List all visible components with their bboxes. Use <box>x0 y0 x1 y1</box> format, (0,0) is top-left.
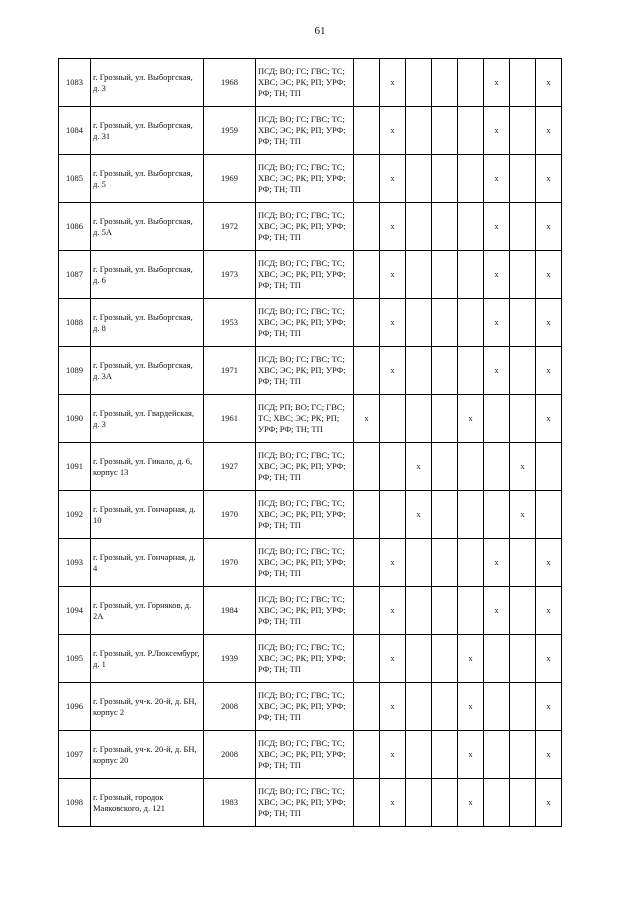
mark-cell <box>354 251 380 299</box>
table-row <box>59 683 562 731</box>
mark-cell: х <box>484 59 510 107</box>
year-cell: 1939 <box>204 635 256 683</box>
table-row <box>59 251 562 299</box>
year-cell: 1984 <box>204 587 256 635</box>
mark-cell <box>432 395 458 443</box>
systems-cell: ПСД; ВО; ГС; ГВС; ТС; ХВС; ЭС; РК; РП; УРФ; РФ; ТН; ТП <box>256 59 354 107</box>
year-cell: 1983 <box>204 779 256 827</box>
mark-cell <box>484 683 510 731</box>
mark-cell: х <box>484 107 510 155</box>
mark-cell <box>484 635 510 683</box>
mark-cell: х <box>536 251 562 299</box>
year-cell: 1970 <box>204 491 256 539</box>
row-number-cell: 1095 <box>59 635 91 683</box>
table-row <box>59 635 562 683</box>
mark-cell: х <box>510 443 536 491</box>
mark-cell <box>406 635 432 683</box>
mark-cell: х <box>484 299 510 347</box>
mark-cell: х <box>536 539 562 587</box>
year-cell: 1970 <box>204 539 256 587</box>
address-cell: г. Грозный, ул. Выборгская, д. 6 <box>91 251 204 299</box>
table-row <box>59 587 562 635</box>
systems-cell: ПСД; ВО; ГС; ГВС; ТС; ХВС; ЭС; РК; РП; УРФ; РФ; ТН; ТП <box>256 539 354 587</box>
mark-cell <box>432 491 458 539</box>
mark-cell: х <box>536 779 562 827</box>
mark-cell: х <box>406 443 432 491</box>
mark-cell <box>354 491 380 539</box>
systems-cell: ПСД; ВО; ГС; ГВС; ТС; ХВС; ЭС; РК; РП; УРФ; РФ; ТН; ТП <box>256 443 354 491</box>
mark-cell <box>432 251 458 299</box>
mark-cell: х <box>536 635 562 683</box>
address-cell: г. Грозный, ул. Гончарная, д. 4 <box>91 539 204 587</box>
mark-cell <box>354 779 380 827</box>
row-number-cell: 1086 <box>59 203 91 251</box>
mark-cell <box>484 395 510 443</box>
mark-cell <box>510 539 536 587</box>
mark-cell <box>510 203 536 251</box>
mark-cell <box>458 59 484 107</box>
mark-cell <box>432 203 458 251</box>
mark-cell <box>484 491 510 539</box>
mark-cell <box>458 443 484 491</box>
row-number-cell: 1083 <box>59 59 91 107</box>
mark-cell <box>458 491 484 539</box>
mark-cell: х <box>458 731 484 779</box>
row-number-cell: 1096 <box>59 683 91 731</box>
systems-cell: ПСД; ВО; ГС; ГВС; ТС; ХВС; ЭС; РК; РП; УРФ; РФ; ТН; ТП <box>256 779 354 827</box>
mark-cell: х <box>458 683 484 731</box>
mark-cell: х <box>458 395 484 443</box>
mark-cell: х <box>484 203 510 251</box>
address-cell: г. Грозный, ул. Гончарная, д. 10 <box>91 491 204 539</box>
table-row <box>59 443 562 491</box>
table-row <box>59 491 562 539</box>
mark-cell <box>510 779 536 827</box>
mark-cell <box>458 347 484 395</box>
systems-cell: ПСД; ВО; ГС; ГВС; ТС; ХВС; ЭС; РК; РП; УРФ; РФ; ТН; ТП <box>256 347 354 395</box>
mark-cell <box>510 107 536 155</box>
mark-cell <box>406 731 432 779</box>
table-row <box>59 155 562 203</box>
mark-cell: х <box>380 779 406 827</box>
mark-cell <box>484 731 510 779</box>
mark-cell <box>458 155 484 203</box>
mark-cell <box>510 299 536 347</box>
mark-cell <box>432 59 458 107</box>
mark-cell <box>432 731 458 779</box>
systems-cell: ПСД; ВО; ГС; ГВС; ТС; ХВС; ЭС; РК; РП; УРФ; РФ; ТН; ТП <box>256 683 354 731</box>
row-number-cell: 1089 <box>59 347 91 395</box>
mark-cell <box>354 635 380 683</box>
year-cell: 1971 <box>204 347 256 395</box>
mark-cell <box>354 347 380 395</box>
systems-cell: ПСД; ВО; ГС; ГВС; ТС; ХВС; ЭС; РК; РП; УРФ; РФ; ТН; ТП <box>256 251 354 299</box>
mark-cell <box>406 203 432 251</box>
address-cell: г. Грозный, ул. Выборгская, д. 3 <box>91 59 204 107</box>
table-row <box>59 299 562 347</box>
mark-cell <box>380 443 406 491</box>
mark-cell <box>432 299 458 347</box>
mark-cell <box>432 347 458 395</box>
mark-cell <box>406 539 432 587</box>
mark-cell: х <box>536 299 562 347</box>
mark-cell <box>432 155 458 203</box>
mark-cell: х <box>380 251 406 299</box>
mark-cell <box>354 59 380 107</box>
table-row <box>59 731 562 779</box>
address-cell: г. Грозный, ул. Выборгская, д. 31 <box>91 107 204 155</box>
mark-cell <box>354 587 380 635</box>
mark-cell <box>406 683 432 731</box>
year-cell: 2008 <box>204 731 256 779</box>
year-cell: 1973 <box>204 251 256 299</box>
mark-cell <box>406 59 432 107</box>
mark-cell: х <box>536 731 562 779</box>
year-cell: 2008 <box>204 683 256 731</box>
table-row <box>59 347 562 395</box>
mark-cell <box>354 299 380 347</box>
row-number-cell: 1085 <box>59 155 91 203</box>
mark-cell <box>510 155 536 203</box>
mark-cell: х <box>536 155 562 203</box>
mark-cell <box>432 683 458 731</box>
mark-cell: х <box>380 587 406 635</box>
address-cell: г. Грозный, уч-к. 20-й, д. БН, корпус 2 <box>91 683 204 731</box>
address-cell: г. Грозный, ул. Горняков, д. 2А <box>91 587 204 635</box>
systems-cell: ПСД; ВО; ГС; ГВС; ТС; ХВС; ЭС; РК; РП; УРФ; РФ; ТН; ТП <box>256 731 354 779</box>
mark-cell: х <box>536 59 562 107</box>
mark-cell <box>354 683 380 731</box>
mark-cell: х <box>536 395 562 443</box>
table-row <box>59 395 562 443</box>
mark-cell <box>406 395 432 443</box>
mark-cell: х <box>484 251 510 299</box>
mark-cell <box>484 779 510 827</box>
mark-cell <box>510 587 536 635</box>
row-number-cell: 1090 <box>59 395 91 443</box>
systems-cell: ПСД; ВО; ГС; ГВС; ТС; ХВС; ЭС; РК; РП; УРФ; РФ; ТН; ТП <box>256 107 354 155</box>
mark-cell <box>354 203 380 251</box>
mark-cell <box>458 203 484 251</box>
mark-cell <box>432 635 458 683</box>
mark-cell <box>432 779 458 827</box>
row-number-cell: 1091 <box>59 443 91 491</box>
table-row <box>59 107 562 155</box>
mark-cell <box>406 779 432 827</box>
mark-cell <box>510 731 536 779</box>
mark-cell <box>354 731 380 779</box>
row-number-cell: 1084 <box>59 107 91 155</box>
row-number-cell: 1087 <box>59 251 91 299</box>
mark-cell <box>406 251 432 299</box>
address-cell: г. Грозный, ул. Выборгская, д. 5А <box>91 203 204 251</box>
mark-cell <box>458 539 484 587</box>
mark-cell: х <box>458 779 484 827</box>
year-cell: 1959 <box>204 107 256 155</box>
table-row <box>59 539 562 587</box>
year-cell: 1953 <box>204 299 256 347</box>
mark-cell: х <box>380 299 406 347</box>
row-number-cell: 1092 <box>59 491 91 539</box>
mark-cell <box>406 155 432 203</box>
address-cell: г. Грозный, уч-к. 20-й, д. БН, корпус 20 <box>91 731 204 779</box>
systems-cell: ПСД; РП; ВО; ГС; ГВС; ТС; ХВС; ЭС; РК; РП; УРФ; РФ; ТН; ТП <box>256 395 354 443</box>
mark-cell <box>354 539 380 587</box>
systems-cell: ПСД; ВО; ГС; ГВС; ТС; ХВС; ЭС; РК; РП; УРФ; РФ; ТН; ТП <box>256 587 354 635</box>
address-cell: г. Грозный, ул. Выборгская, д. 3А <box>91 347 204 395</box>
mark-cell <box>406 587 432 635</box>
mark-cell: х <box>380 635 406 683</box>
mark-cell <box>536 443 562 491</box>
mark-cell <box>432 539 458 587</box>
mark-cell: х <box>380 347 406 395</box>
address-cell: г. Грозный, ул. Гвардейская, д. 3 <box>91 395 204 443</box>
mark-cell <box>536 491 562 539</box>
systems-cell: ПСД; ВО; ГС; ГВС; ТС; ХВС; ЭС; РК; РП; УРФ; РФ; ТН; ТП <box>256 635 354 683</box>
mark-cell <box>380 395 406 443</box>
mark-cell <box>458 251 484 299</box>
mark-cell <box>406 347 432 395</box>
mark-cell <box>432 587 458 635</box>
mark-cell <box>484 443 510 491</box>
mark-cell: х <box>510 491 536 539</box>
mark-cell: х <box>406 491 432 539</box>
mark-cell: х <box>484 155 510 203</box>
mark-cell <box>432 107 458 155</box>
year-cell: 1968 <box>204 59 256 107</box>
mark-cell <box>406 299 432 347</box>
mark-cell: х <box>484 587 510 635</box>
year-cell: 1961 <box>204 395 256 443</box>
mark-cell: х <box>484 347 510 395</box>
mark-cell <box>354 155 380 203</box>
row-number-cell: 1098 <box>59 779 91 827</box>
mark-cell <box>354 107 380 155</box>
mark-cell <box>458 107 484 155</box>
year-cell: 1972 <box>204 203 256 251</box>
mark-cell: х <box>380 731 406 779</box>
mark-cell: х <box>536 203 562 251</box>
mark-cell <box>458 587 484 635</box>
address-cell: г. Грозный, ул. Выборгская, д. 5 <box>91 155 204 203</box>
year-cell: 1969 <box>204 155 256 203</box>
address-cell: г. Грозный, ул. Гикало, д. 6, корпус 13 <box>91 443 204 491</box>
mark-cell: х <box>536 107 562 155</box>
mark-cell <box>510 683 536 731</box>
mark-cell <box>458 299 484 347</box>
page-number: 61 <box>314 25 326 37</box>
mark-cell <box>380 491 406 539</box>
table-row <box>59 59 562 107</box>
mark-cell: х <box>458 635 484 683</box>
mark-cell <box>510 395 536 443</box>
table-row <box>59 203 562 251</box>
row-number-cell: 1088 <box>59 299 91 347</box>
row-number-cell: 1097 <box>59 731 91 779</box>
mark-cell <box>406 107 432 155</box>
mark-cell: х <box>380 683 406 731</box>
mark-cell <box>432 443 458 491</box>
address-cell: г. Грозный, городок Маяковского, д. 121 <box>91 779 204 827</box>
row-number-cell: 1093 <box>59 539 91 587</box>
mark-cell: х <box>380 107 406 155</box>
mark-cell <box>510 59 536 107</box>
mark-cell: х <box>536 683 562 731</box>
mark-cell: х <box>380 155 406 203</box>
mark-cell: х <box>536 347 562 395</box>
address-cell: г. Грозный, ул. Р.Люксембург, д. 1 <box>91 635 204 683</box>
mark-cell: х <box>536 587 562 635</box>
mark-cell <box>510 635 536 683</box>
row-number-cell: 1094 <box>59 587 91 635</box>
mark-cell: х <box>484 539 510 587</box>
address-cell: г. Грозный, ул. Выборгская, д. 8 <box>91 299 204 347</box>
mark-cell: х <box>380 539 406 587</box>
systems-cell: ПСД; ВО; ГС; ГВС; ТС; ХВС; ЭС; РК; РП; УРФ; РФ; ТН; ТП <box>256 203 354 251</box>
year-cell: 1927 <box>204 443 256 491</box>
mark-cell: х <box>380 203 406 251</box>
systems-cell: ПСД; ВО; ГС; ГВС; ТС; ХВС; ЭС; РК; РП; УРФ; РФ; ТН; ТП <box>256 299 354 347</box>
mark-cell: х <box>354 395 380 443</box>
mark-cell <box>354 443 380 491</box>
mark-cell: х <box>380 59 406 107</box>
registry-table <box>58 58 562 827</box>
mark-cell <box>510 251 536 299</box>
systems-cell: ПСД; ВО; ГС; ГВС; ТС; ХВС; ЭС; РК; РП; УРФ; РФ; ТН; ТП <box>256 155 354 203</box>
mark-cell <box>510 347 536 395</box>
table-row <box>59 779 562 827</box>
systems-cell: ПСД; ВО; ГС; ГВС; ТС; ХВС; ЭС; РК; РП; УРФ; РФ; ТН; ТП <box>256 491 354 539</box>
